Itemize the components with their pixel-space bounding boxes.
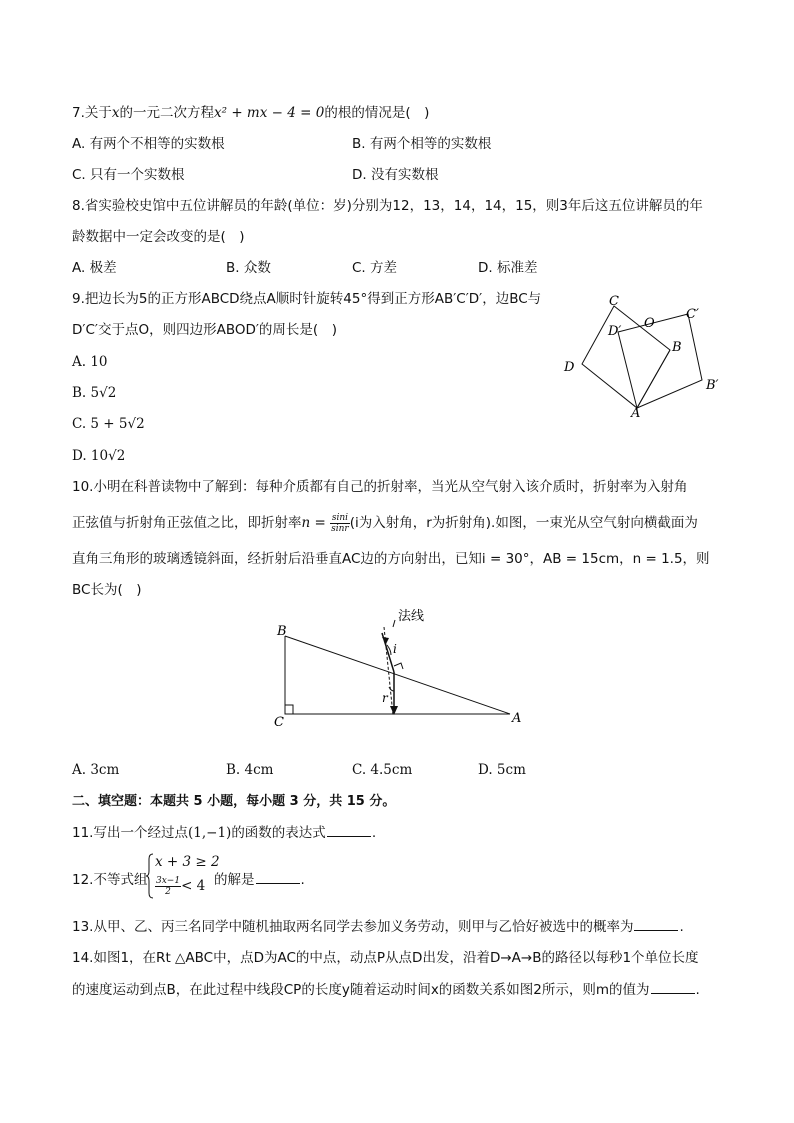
q7-option-b: B. 有两个相等的实数根	[352, 136, 492, 152]
label-i: i	[393, 642, 397, 656]
q11-point: (1,−1)	[187, 825, 232, 841]
q12-brace	[146, 853, 154, 899]
q12-answer-blank[interactable]	[256, 870, 300, 884]
q9-option-c: C. 5 + 5√2	[72, 416, 145, 432]
square-abcd	[582, 306, 670, 408]
q11-post: 的函数的表达式	[231, 825, 326, 841]
q13-answer-blank[interactable]	[634, 917, 678, 931]
q10-option-d: D. 5cm	[478, 762, 526, 778]
normal-leader	[393, 620, 395, 627]
q7-variable: x	[111, 105, 120, 121]
q11-end: .	[371, 825, 377, 841]
q10-fraction	[330, 513, 350, 534]
q10-option-c: C. 4.5cm	[352, 762, 413, 778]
q12-inequality-2	[155, 875, 205, 897]
label-d-prime: D′	[608, 324, 622, 339]
q7-equation: x² + mx − 4 = 0	[214, 105, 325, 121]
q11	[72, 823, 376, 843]
q8-option-a: A. 极差	[72, 260, 117, 276]
label-b: B	[672, 340, 682, 355]
q8-line2: 龄数据中一定会改变的是( )	[72, 229, 245, 245]
q14-line2-text: 的速度运动到点B，在此过程中线段CP的长度y随着运动时间x的函数关系如图2所示，则m的值为	[72, 982, 650, 998]
q10-line4: BC长为( )	[72, 582, 142, 598]
q10-prism-figure	[270, 605, 530, 730]
q10-frac-num: sini	[331, 512, 348, 523]
q12-tail	[214, 870, 305, 890]
q12-end: .	[300, 872, 305, 888]
q10-line2-post: (i为入射角，r为折射角).如图，一束光从空气射向横截面为	[349, 515, 698, 531]
q12-text	[72, 870, 147, 890]
q9-option-b: B. 5√2	[72, 385, 117, 401]
q12-frac-num: 3x−1	[156, 875, 181, 886]
q12-fraction	[155, 876, 181, 897]
q11-answer-blank[interactable]	[327, 823, 371, 837]
q12-pre: 12.不等式组	[72, 872, 148, 888]
label-c-prime: C′	[686, 307, 699, 322]
q10-line2-pre: 正弦值与折射角正弦值之比，即折射率	[72, 515, 302, 531]
q7-stem	[72, 103, 429, 123]
q7-text-pre: 关于	[84, 105, 112, 121]
q9-line2: D′C′交于点O，则四边形ABOD′的周长是( )	[72, 322, 337, 338]
q13-text: 13.从甲、乙、丙三名同学中随机抽取两名同学去参加义务劳动，则甲与乙恰好被选中的概率为	[72, 919, 634, 935]
label-normal: 法线	[398, 609, 425, 624]
q9-option-a: A. 10	[72, 354, 108, 370]
q9-square-rotation-figure	[555, 288, 735, 420]
q12-frac-den: 2	[165, 886, 171, 897]
side-ab	[285, 636, 510, 714]
q8-line1: 8.省实验校史馆中五位讲解员的年龄(单位：岁)分别为12，13，14，14，15，则3年后这五位讲解员的年	[72, 198, 703, 214]
label-d: D	[564, 360, 575, 375]
q7-number: 7.	[72, 105, 85, 121]
q10-option-a: A. 3cm	[72, 762, 120, 778]
q7-option-c: C. 只有一个实数根	[72, 167, 185, 183]
q14-end: .	[695, 982, 700, 998]
right-angle-c	[285, 705, 293, 714]
q8-option-b: B. 众数	[226, 260, 271, 276]
q12-post: 的解是	[214, 872, 255, 888]
square-ab-c-d	[618, 314, 702, 408]
label-c: C	[274, 715, 284, 730]
q10-frac-den: sinr	[331, 523, 349, 534]
label-a: A	[631, 406, 641, 420]
q12-inequality-1: x + 3 ≥ 2	[155, 854, 220, 870]
label-a: A	[512, 711, 522, 726]
q14-answer-blank[interactable]	[651, 980, 695, 994]
q8-option-c: C. 方差	[352, 260, 398, 276]
q9-line1: 9.把边长为5的正方形ABCD绕点A顺时针旋转45°得到正方形AB′C′D′，边BC与	[72, 291, 542, 307]
q7-option-a: A. 有两个不相等的实数根	[72, 136, 225, 152]
label-o: O	[644, 316, 655, 331]
q11-pre: 11.写出一个经过点	[72, 825, 188, 841]
label-r: r	[382, 691, 388, 705]
incident-arrowhead	[382, 637, 389, 644]
section2-title: 二、填空题：本题共 5 小题，每小题 3 分，共 15 分。	[72, 794, 396, 809]
label-c: C	[609, 294, 619, 309]
q10-line1: 10.小明在科普读物中了解到：每种介质都有自己的折射率，当光从空气射入该介质时，折射率为入射角	[72, 479, 688, 495]
q9-option-d: D. 10√2	[72, 448, 126, 464]
diagonal-ab	[637, 350, 670, 408]
q12-relation: < 4	[181, 878, 206, 894]
right-angle-normal	[394, 663, 403, 669]
q10-line2	[72, 511, 698, 535]
q10-n: n =	[301, 515, 326, 531]
q13	[72, 917, 684, 937]
q7-option-d: D. 没有实数根	[352, 167, 439, 183]
q14-line2	[72, 980, 700, 1000]
q10-option-b: B. 4cm	[226, 762, 274, 778]
q8-option-d: D. 标准差	[478, 260, 538, 276]
label-b: B	[277, 624, 287, 639]
q7-text-mid: 的一元二次方程	[119, 105, 215, 121]
q13-end: .	[679, 919, 684, 935]
q10-line3: 直角三角形的玻璃透镜斜面，经折射后沿垂直AC边的方向射出，已知i = 30°，AB = 15cm，n = 1.5，则	[72, 551, 710, 567]
q14-line1: 14.如图1，在Rt △ABC中，点D为AC的中点，动点P从点D出发，沿着D→A→B的路径以每秒1个单位长度	[72, 950, 699, 966]
q7-text-post: 的根的情况是( )	[324, 105, 430, 121]
label-b-prime: B′	[706, 378, 719, 393]
